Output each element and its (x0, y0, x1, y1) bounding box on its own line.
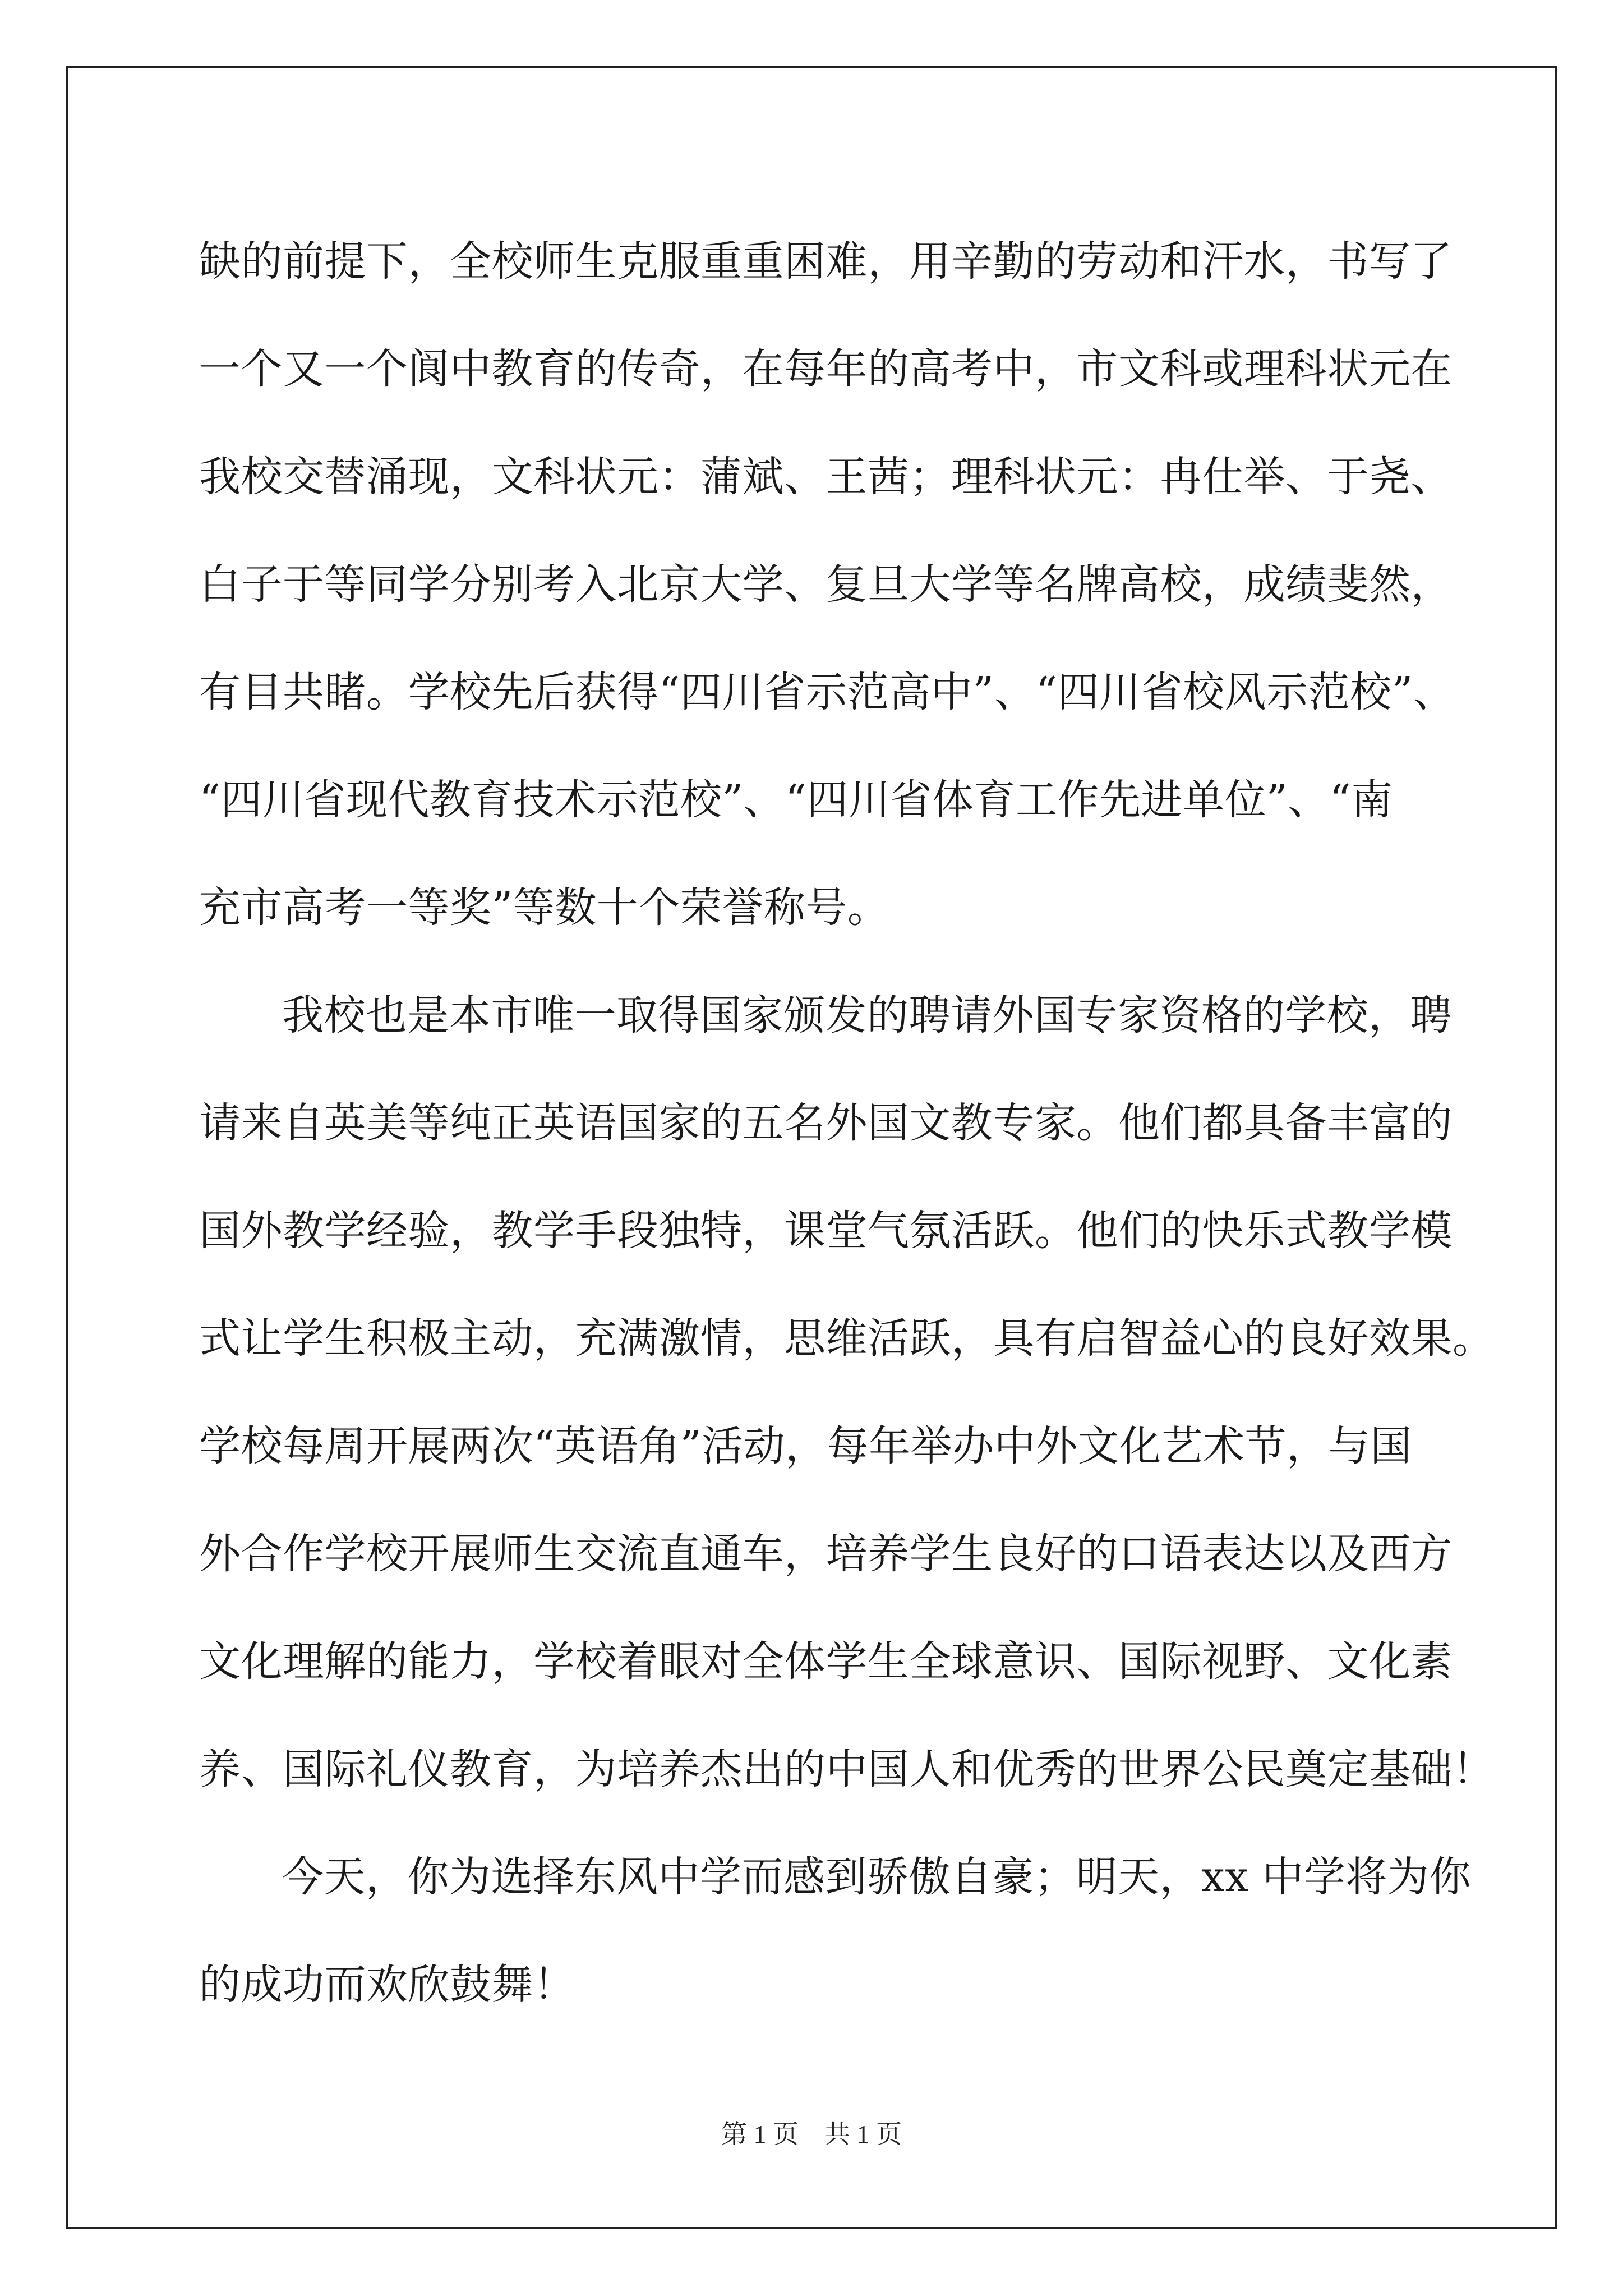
text-line: 国外教学经验，教学手段独特，课堂气氛活跃。他们的快乐式教学模 (199, 1207, 1453, 1255)
text-line: “四川省现代教育技术示范校”、“四川省体育工作先进单位”、“南 (199, 776, 1393, 824)
page-total: 共 1 页 (824, 2120, 902, 2148)
text-line: 白子于等同学分别考入北京大学、复旦大学等名牌高校，成绩斐然， (199, 560, 1453, 609)
text-line: 学校每周开展两次“英语角”活动，每年举办中外文化艺术节，与国 (199, 1422, 1412, 1470)
text-line: 外合作学校开展师生交流直通车，培养学生良好的口语表达以及西方 (199, 1530, 1453, 1578)
text-line: 式让学生积极主动，充满激情，思维活跃，具有启智益心的良好效果。 (199, 1314, 1495, 1363)
text-line: 我校交替涌现，文科状元：蒲斌、王茜；理科状元：冉仕举、于尧、 (199, 453, 1453, 501)
page-number: 第 1 页 (721, 2120, 799, 2148)
text-line: 缺的前提下，全校师生克服重重困难，用辛勤的劳动和汗水，书写了 (199, 237, 1453, 286)
text-line: 充市高考一等奖”等数十个荣誉称号。 (199, 884, 889, 932)
text-line: 有目共睹。学校先后获得“四川省示范高中”、“四川省校风示范校”、 (199, 668, 1455, 716)
page-footer (0, 2118, 1623, 2151)
text-line: 我校也是本市唯一取得国家颁发的聘请外国专家资格的学校，聘 (282, 991, 1452, 1039)
text-line: 文化理解的能力，学校着眼对全体学生全球意识、国际视野、文化素 (199, 1637, 1453, 1686)
document-body (199, 208, 1495, 2039)
text-line: 请来自英美等纯正英语国家的五名外国文教专家。他们都具备丰富的 (199, 1099, 1453, 1147)
text-line: 一个又一个阆中教育的传奇，在每年的高考中，市文科或理科状元在 (199, 345, 1453, 393)
text-line: 今天，你为选择东风中学而感到骄傲自豪；明天，xx 中学将为你 (282, 1853, 1471, 1901)
text-line: 的成功而欢欣鼓舞！ (199, 1961, 575, 2009)
text-line: 养、国际礼仪教育，为培养杰出的中国人和优秀的世界公民奠定基础！ (199, 1745, 1495, 1793)
